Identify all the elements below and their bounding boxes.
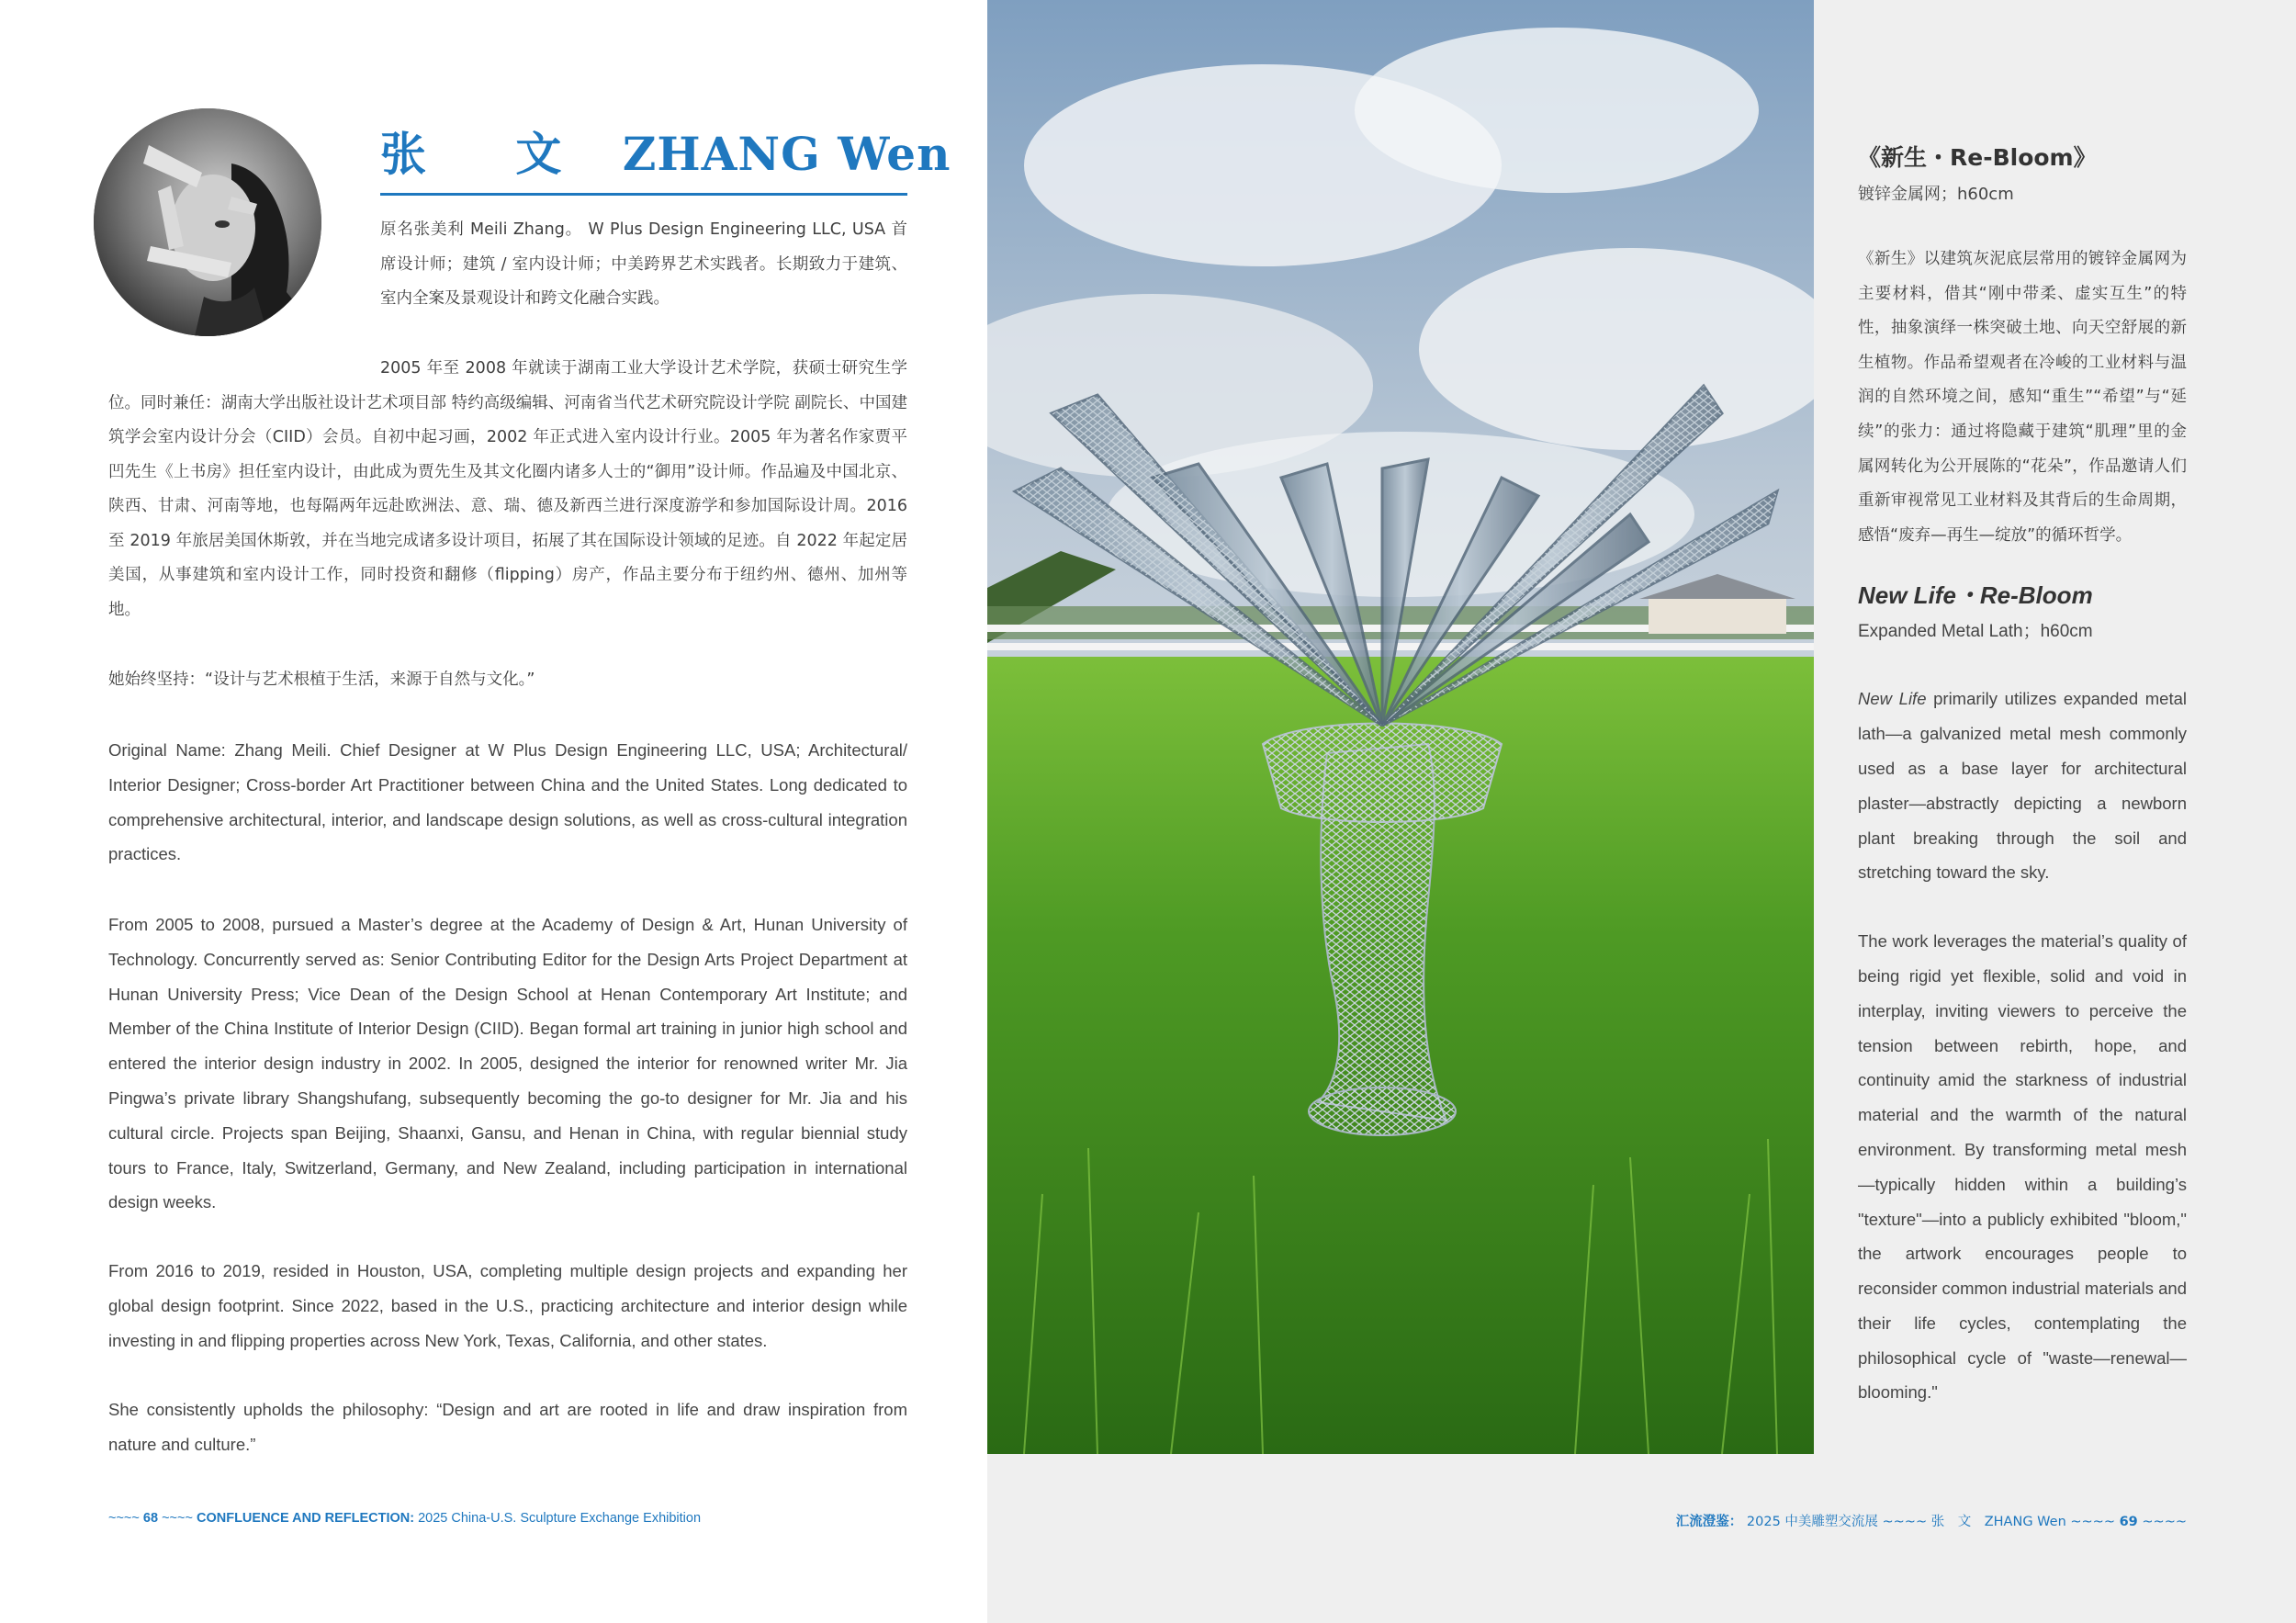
footer-exhibition-sub: 2025 China-U.S. Sculpture Exchange Exhibition: [418, 1511, 702, 1526]
bio-en-original: Original Name: Zhang Meili. Chief Designer at W Plus Design Engineering LLC, USA; Architectural/ Interior Designer; Cross-border Art Practitioner between China and the United States. Long dedicated to comprehensive architectural, interior, and landscape design solutions, as well as cross-cultural integration practices.: [108, 740, 907, 864]
bio-en-2005: From 2005 to 2008, pursued a Master’s degree at the Academy of Design & Art, Hunan University of Technology. Concurrently served as: Senior Contributing Editor for the Design Arts Project Department at Hunan University Press; Vice Dean of the Design School at Henan Contemporary Art Institute; and Member of the China Institute of Interior Design (CIID). Began formal art training in junior high school and entered the interior design industry in 2002. In 2005, designed the interior for renowned writer Mr. Jia Pingwa’s private library Shangshufang, subsequently becoming the go-to designer for Mr. Jia and his cultural circle. Projects span Beijing, Shaanxi, Gansu, and Henan in China, with regular biennial study tours to France, Italy, Switzerland, Germany, and New Zealand, including participation in international design weeks.: [108, 915, 907, 1212]
page-number-right: 69: [2119, 1515, 2138, 1529]
page-number-left: 68: [142, 1511, 159, 1526]
bio-en-philosophy: She consistently upholds the philosophy: “Design and art are rooted in life and draw inspiration from nature and culture.”: [108, 1400, 907, 1454]
footer-deco: ~~~~: [162, 1511, 193, 1526]
footer-right: [1676, 1511, 2187, 1530]
artwork-material-cn: 镀锌金属网；h60cm: [1858, 185, 2014, 204]
artwork-material-en: Expanded Metal Lath；h60cm: [1858, 622, 2093, 642]
bio-cn-intro: 原名张美利 Meili Zhang。 W Plus Design Engineering LLC, USA 首席设计师；建筑 / 室内设计师；中美跨界艺术实践者。长期致力于建筑、室内全案及景观设计和跨文化融合实践。: [380, 220, 907, 308]
artwork-description-cn: 《新生》以建筑灰泥底层常用的镀锌金属网为主要材料，借其“刚中带柔、虚实互生”的特性，抽象演绎一株突破土地、向天空舒展的新生植物。作品希望观者在冷峻的工业材料与温润的自然环境之间，感知“重生”“希望”与“延续”的张力：通过将隐藏于建筑“肌理”里的金属网转化为公开展陈的“花朵”，作品邀请人们重新审视常见工业材料及其背后的生命周期，感悟“废弃—再生—绽放”的循环哲学。: [1858, 250, 2187, 545]
footer-deco: ~~~~: [108, 1511, 140, 1526]
artwork-info: [1858, 138, 2187, 1410]
artist-name-cn: 张 文: [380, 127, 599, 181]
artwork-title-cn: 《新生・Re-Bloom》: [1858, 144, 2097, 171]
footer-exhibition-sub-cn: 2025 中美雕塑交流展 ~~~~ 张 文 ZHANG Wen ~~~~: [1746, 1515, 2115, 1529]
left-page: [0, 0, 987, 1623]
footer-exhibition-title-cn: 汇流澄鉴：: [1675, 1515, 1743, 1529]
artwork-description-text: primarily utilizes expanded metal lath—a galvanized metal mesh commonly used as a base layer for architectural plaster—abstractly depicting a newborn plant breaking through the soil and stretching toward the sky.: [1858, 689, 2187, 883]
bio-cn-quote: 她始终坚持：“设计与艺术根植于生活，来源于自然与文化。”: [108, 671, 535, 689]
artwork-description-en-1: [1858, 682, 2187, 890]
footer-deco: ~~~~: [2142, 1515, 2187, 1529]
bio-en-2016: From 2016 to 2019, resided in Houston, USA, completing multiple design projects and expanding her global design footprint. Since 2022, based in the U.S., practicing architecture and interior design while investing in and flipping properties across New York, Texas, California, and other states.: [108, 1261, 907, 1350]
artist-name-en: ZHANG Wen: [622, 127, 951, 181]
footer-left: [108, 1511, 701, 1526]
page-title: [380, 118, 951, 196]
artist-portrait: [94, 108, 321, 336]
bio-cn-body: 2005 年至 2008 年就读于湖南工业大学设计艺术学院，获硕士研究生学位。同时兼任：湖南大学出版社设计艺术项目部 特约高级编辑、河南省当代艺术研究院设计学院 副院长、中国建筑学会室内设计分会（CIID）会员。自初中起习画，2002 年正式进入室内设计行业。2005 年为著名作家贾平凹先生《上书房》担任室内设计，由此成为贾先生及其文化圈内诸多人士的“御用”设计师。作品遍及中国北京、陕西、甘肃、河南等地，也每隔两年远赴欧洲法、意、瑞、德及新西兰进行深度游学和参加国际设计周。2016 至 2019 年旅居美国休斯敦，并在当地完成诸多设计项目，拓展了其在国际设计领域的足迹。自 2022 年起定居美国，从事建筑和室内设计工作，同时投资和翻修（flipping）房产，作品主要分布于纽约州、德州、加州等地。: [108, 359, 907, 619]
artwork-title-en: New Life・Re-Bloom: [1858, 581, 2093, 610]
artwork-title-inline: New Life: [1858, 689, 1927, 709]
footer-exhibition-title: CONFLUENCE AND REFLECTION:: [196, 1511, 415, 1526]
artwork-description-en-2: The work leverages the material’s quality of being rigid yet flexible, solid and void in interplay, inviting viewers to perceive the tension between rebirth, hope, and continuity amid the starkness of industrial material and the warmth of the natural environment. By transforming metal mesh—typically hidden within a building’s "texture"—into a publicly exhibited "bloom," the artwork encourages people to reconsider common industrial materials and their life cycles, contemplating the philosophical cycle of "waste—renewal—blooming.": [1858, 931, 2187, 1403]
artwork-photo: [987, 0, 1814, 1454]
